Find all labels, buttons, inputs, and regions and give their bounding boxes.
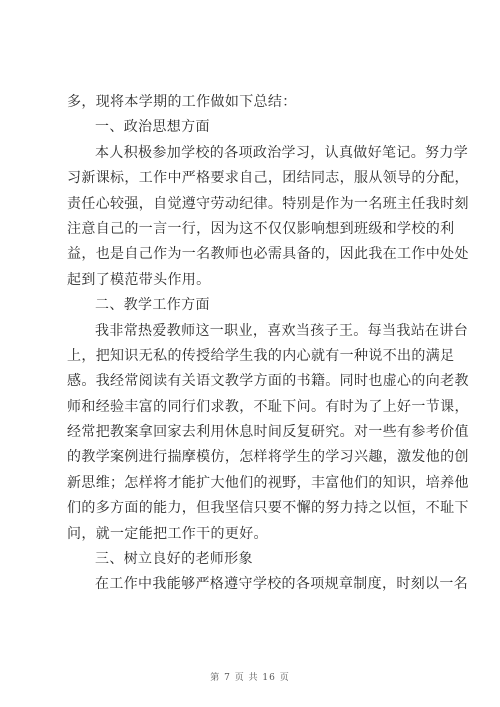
paragraph-line: 习新课标，工作中严格要求自己，团结同志，服从领导的分配， <box>67 170 469 187</box>
paragraph-line: 注意自己的一言一行，因为这不仅仅影响想到班级和学校的利 <box>67 220 455 237</box>
intro-line: 多，现将本学期的工作做如下总结： <box>67 94 297 110</box>
paragraph-line: 益，也是自己作为一名教师也必需具备的，因此我在工作中处处 <box>67 246 469 263</box>
paragraph-line: 感。我经常阅读有关语文教学方面的书籍。同时也虚心的向老教 <box>67 373 469 390</box>
paragraph-line: 责任心较强，自觉遵守劳动纪律。特别是作为一名班主任我时刻 <box>67 195 469 212</box>
paragraph-line: 本人积极参加学校的各项政治学习，认真做好笔记。努力学 <box>95 144 469 161</box>
paragraph-line: 的教学案例进行揣摩模仿，怎样将学生的学习兴趣，激发他的创 <box>67 449 469 466</box>
paragraph-line: 师和经验丰富的同行们求教，不耻下问。有时为了上好一节课， <box>67 398 469 415</box>
paragraph-line: 在工作中我能够严格遵守学校的各项规章制度，时刻以一名 <box>95 576 469 593</box>
page-number-footer: 第 7 页 共 16 页 <box>210 673 290 683</box>
paragraph-line: 起到了模范带头作用。 <box>67 271 211 288</box>
paragraph-line: 上，把知识无私的传授给学生我的内心就有一种说不出的满足 <box>67 347 455 364</box>
paragraph-line: 们的多方面的能力，但我坚信只要不懈的努力持之以恒，不耻下 <box>67 500 469 517</box>
section-heading-image: 三、树立良好的老师形象 <box>95 551 253 568</box>
paragraph-line: 经常把教案拿回家去利用休息时间反复研究。对一些有参考价值 <box>67 424 469 441</box>
paragraph-line: 我非常热爱教师这一职业，喜欢当孩子王。每当我站在讲台 <box>95 322 469 339</box>
section-heading-teaching: 二、教学工作方面 <box>95 297 210 314</box>
section-heading-political: 一、政治思想方面 <box>95 119 210 136</box>
document-body <box>67 90 469 598</box>
paragraph-line: 问，就一定能把工作干的更好。 <box>67 525 268 542</box>
paragraph-line: 新思维；怎样将才能扩大他们的视野，丰富他们的知识，培养他 <box>67 474 469 491</box>
